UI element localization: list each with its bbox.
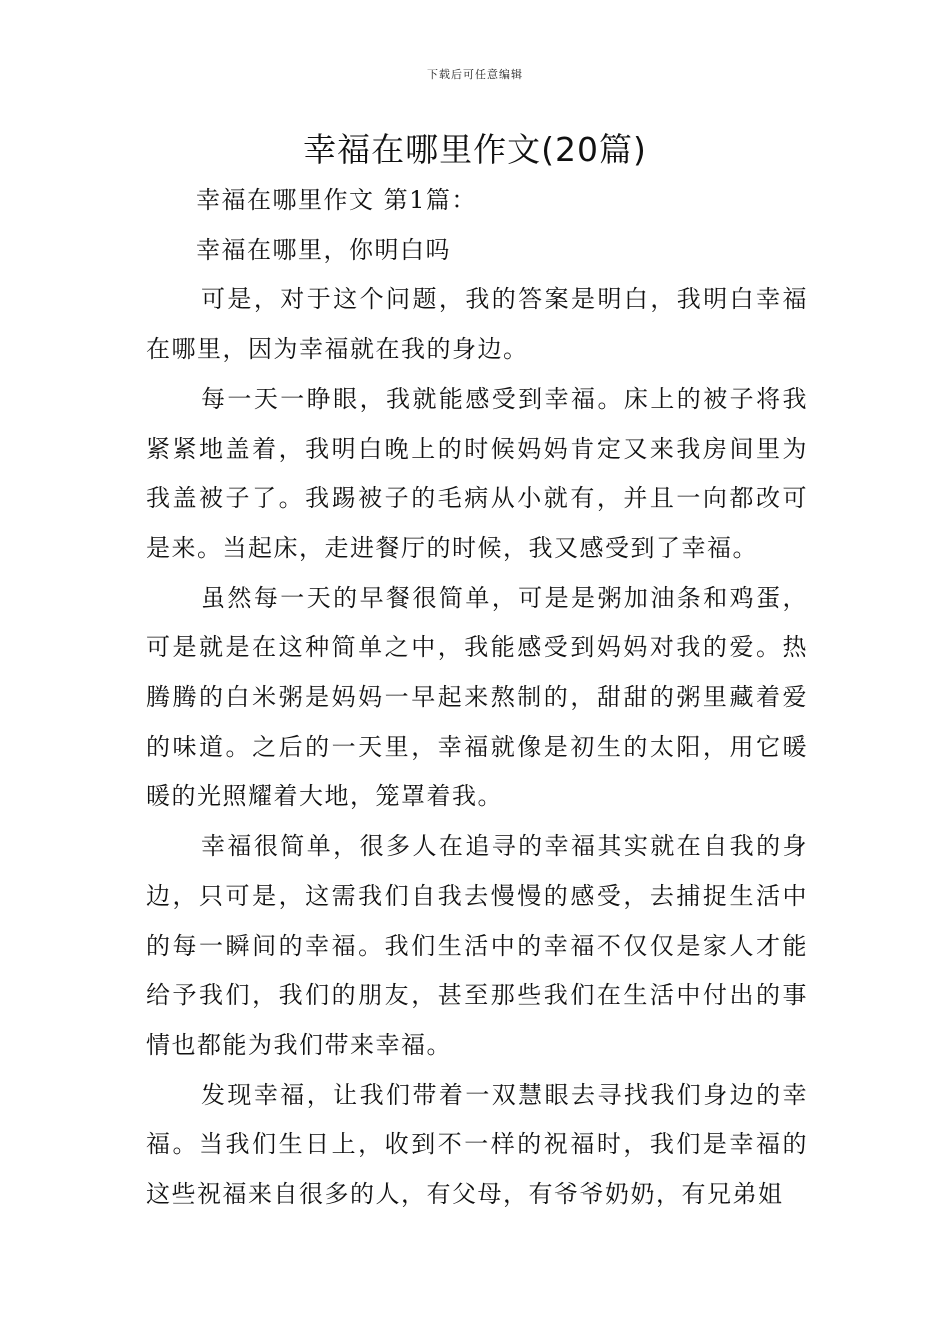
document-title: 幸福在哪里作文(20篇)	[303, 130, 647, 169]
section-subheading: 幸福在哪里，你明白吗	[196, 235, 451, 264]
header-note: 下载后可任意编辑	[427, 68, 523, 81]
body-paragraph: 发现幸福，让我们带着一双慧眼去寻找我们身边的幸福。当我们生日上，收到不一样的祝福时，我们是幸福的这些祝福来自很多的人，有父母，有爷爷奶奶，有兄弟姐	[146, 1080, 808, 1209]
body-paragraph: 每一天一睁眼，我就能感受到幸福。床上的被子将我紧紧地盖着，我明白晚上的时候妈妈肯定又来我房间里为我盖被子了。我踢被子的毛病从小就有，并且一向都改可是来。当起床，走进餐厅的时候，我又感受到了幸福。	[146, 384, 808, 562]
body-paragraph: 虽然每一天的早餐很简单，可是是粥加油条和鸡蛋，可是就是在这种简单之中，我能感受到妈妈对我的爱。热腾腾的白米粥是妈妈一早起来熬制的，甜甜的粥里藏着爱的味道。之后的一天里，幸福就像是初生的太阳，用它暖暖的光照耀着大地，笼罩着我。	[146, 583, 808, 811]
document-body	[146, 176, 808, 1220]
body-paragraph: 可是，对于这个问题，我的答案是明白，我明白幸福在哪里，因为幸福就在我的身边。	[146, 285, 808, 364]
section-heading: 幸福在哪里作文 第1篇：	[196, 186, 477, 214]
body-paragraph: 幸福很简单，很多人在追寻的幸福其实就在自我的身边，只可是，这需我们自我去慢慢的感受，去捕捉生活中的每一瞬间的幸福。我们生活中的幸福不仅仅是家人才能给予我们，我们的朋友，甚至那些我们在生活中付出的事情也都能为我们带来幸福。	[146, 832, 808, 1059]
